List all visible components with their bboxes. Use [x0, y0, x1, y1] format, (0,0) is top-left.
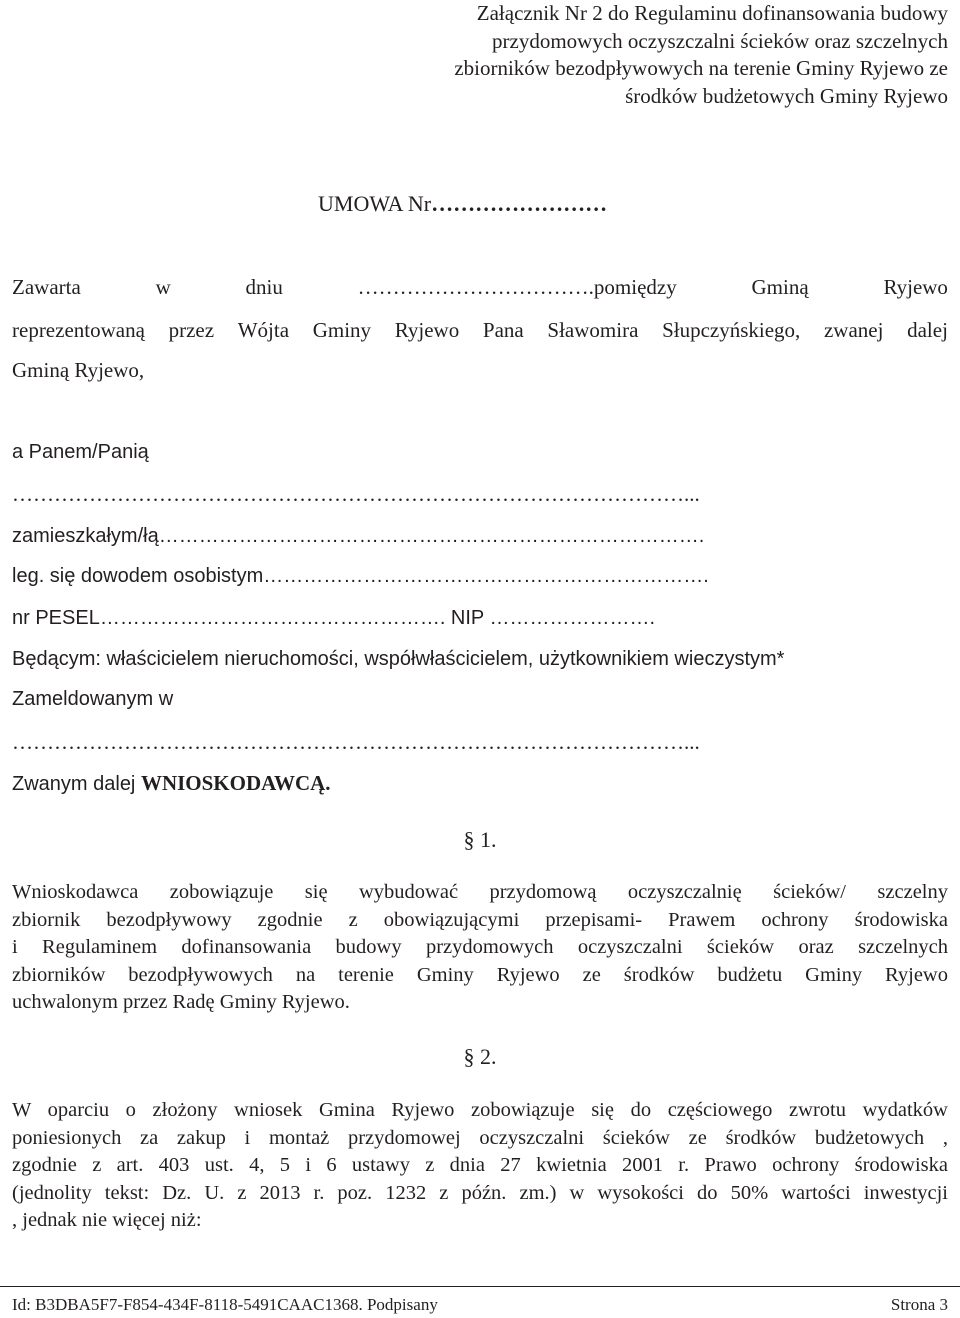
- paragraph-line: [12, 879, 948, 907]
- intro-word: Zawarta: [12, 275, 81, 299]
- party-address: zamieszkałym/łą……………………………………………………………………….: [12, 525, 705, 547]
- party-name-placeholder: ……………………………………………………………………………………...: [12, 482, 700, 506]
- line-text: W oparciu o złożony wniosek Gmina Ryjewo zobowiązuje się do częściowego zwrotu wydatków: [12, 1099, 948, 1121]
- line-text: uchwalonym przez Radę Gminy Ryjewo.: [12, 991, 350, 1014]
- paragraph-line: [12, 1125, 948, 1153]
- paragraph-line: [12, 907, 948, 935]
- paragraph-line: [12, 962, 948, 990]
- intro-word: w: [155, 275, 171, 299]
- line-text: i Regulaminem dofinansowania budowy przydomowych oczyszczalni ścieków oraz szczelnych: [12, 936, 948, 959]
- paragraph-line: [12, 1152, 948, 1180]
- line-text: poniesionych za zakup i montaż przydomowej oczyszczalni ścieków ze środków budżetowych ,: [12, 1126, 948, 1149]
- intro-word: Sławomira: [547, 318, 639, 342]
- page-number: Strona 3: [890, 1295, 948, 1314]
- intro-word: przez: [168, 318, 215, 342]
- applicant-label: WNIOSKODAWCĄ.: [140, 771, 331, 795]
- party-called: [12, 770, 948, 798]
- header-line: zbiorników bezodpływowych na terenie Gminy Ryjewo ze: [454, 56, 948, 80]
- intro-word: Gminy: [312, 318, 372, 342]
- header-line: środków budżetowych Gminy Ryjewo: [625, 83, 948, 108]
- intro-word: Pana: [482, 318, 524, 342]
- intro-line-3: Gminą Ryjewo,: [12, 358, 145, 382]
- intro-line-1: [12, 274, 948, 301]
- header-line: Załącznik Nr 2 do Regulaminu dofinansowania budowy: [476, 1, 948, 25]
- paragraph-line: [12, 934, 948, 962]
- line-text: zbiornik bezodpływowy zgodnie z obowiązującymi przepisami- Prawem ochrony środowiska: [12, 908, 948, 931]
- party-pesel-nip: nr PESEL……………………………………………. NIP …………………….: [12, 607, 656, 629]
- section-1-paragraph: [12, 879, 948, 1017]
- section-2-heading: § 2.: [463, 1044, 497, 1069]
- intro-word: Ryjewo: [394, 318, 460, 342]
- intro-word: Gminą: [751, 275, 809, 299]
- title-number-placeholder: ……………………: [431, 191, 608, 216]
- paragraph-line: [12, 1180, 948, 1208]
- party-status: Będącym: właścicielem nieruchomości, współwłaścicielem, użytkownikiem wieczystym*: [12, 648, 785, 670]
- line-text: (jednolity tekst: Dz. U. z 2013 r. poz. 1232 z późn. zm.) w wysokości do 50% wartości inwestycji: [12, 1181, 948, 1204]
- title-label: UMOWA Nr: [318, 191, 432, 216]
- header-line: przydomowych oczyszczalni ścieków oraz szczelnych: [492, 28, 948, 53]
- paragraph-line: [12, 1097, 948, 1125]
- attachment-header: [388, 0, 948, 110]
- party-id-card: leg. się dowodem osobistym………………………………………………………….: [12, 565, 709, 587]
- intro-word: Słupczyńskiego,: [662, 318, 801, 342]
- agreement-title: [318, 190, 607, 218]
- footer-divider: [0, 1286, 960, 1287]
- intro-word: Wójta: [237, 318, 290, 342]
- paragraph-line: [12, 989, 948, 1017]
- party-intro: a Panem/Panią: [12, 441, 149, 463]
- party-registered: Zameldowanym w: [12, 688, 174, 710]
- line-text: zgodnie z art. 403 ust. 4, 5 i 6 ustawy z dnia 27 kwietnia 2001 r. Prawo ochrony środowiska: [12, 1154, 948, 1177]
- intro-line-2: [12, 317, 948, 344]
- intro-word: dniu: [245, 275, 283, 299]
- section-2-paragraph: [12, 1097, 948, 1235]
- intro-word: reprezentowaną: [12, 318, 145, 342]
- section-1-heading: § 1.: [463, 827, 497, 852]
- line-text: , jednak nie więcej niż:: [12, 1209, 202, 1232]
- intro-word: …………………………….pomiędzy: [357, 275, 677, 299]
- intro-word: zwanej: [823, 318, 884, 342]
- page-footer: [12, 1294, 948, 1316]
- line-text: zbiorników bezodpływowych na terenie Gminy Ryjewo ze środków budżetu Gminy Ryjewo: [12, 963, 948, 986]
- called-prefix: Zwanym dalej: [12, 773, 141, 795]
- intro-word: Ryjewo: [883, 275, 948, 299]
- document-id: Id: B3DBA5F7-F854-434F-8118-5491CAAC1368. Podpisany: [12, 1295, 438, 1314]
- party-registered-placeholder: ……………………………………………………………………………………...: [12, 730, 700, 754]
- line-text: Wnioskodawca zobowiązuje się wybudować przydomową oczyszczalnię ścieków/ szczelny: [12, 881, 948, 903]
- paragraph-line: [12, 1207, 948, 1235]
- intro-word: dalej: [907, 318, 948, 342]
